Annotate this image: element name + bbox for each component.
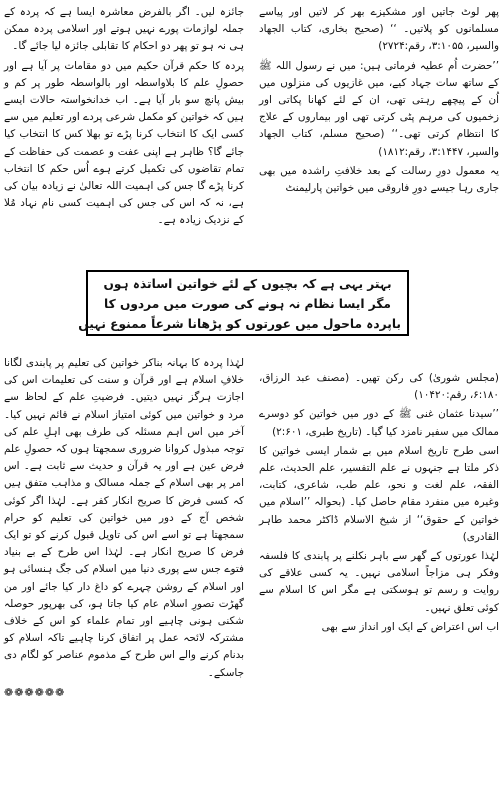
right-column-upper xyxy=(259,4,499,199)
ending-ornament: ❁❁❁❁❁❁ xyxy=(4,685,66,699)
pull-quote-line: باپردہ ماحول میں عورتوں کو پڑھانا شرعاً ممنوع نہیں xyxy=(78,317,401,331)
paragraph: جائزہ لیں۔ اگر بالفرض معاشرہ ایسا ہے کہ پردہ کے جملہ لوازمات پورے نہیں ہوتے اور اسلامی پردہ ممکن ہی نہ ہو تو پھر دو احکام کا تقابلی جائزہ لیا جائے گا۔ xyxy=(4,6,244,53)
paragraph: لہٰذا پردہ کا بہانہ بناکر خواتین کی تعلیم پر پابندی لگانا خلافِ اسلام ہے اور قرآن و سنت کی تعلیمات اس کی اجازت ہرگز نہیں دیتیں۔ فرضیتِ علم کے لحاظ سے مرد و خواتین میں کوئی امتیاز اسلام نے قائم نہیں کیا۔ آخر میں اس اہم مسئلہ کی طرف بھی اہلِ علم کی توجہ مبذول کروانا ضروری سمجھتا ہوں کہ حصولِ علم فرض عین ہے اور یہ قرآن و حدیث سے ثابت ہے۔ اس امر پر بھی اسلام کے جملہ مسالک و مذاہب متفق ہیں کہ کسی فرض کا صریح انکار کفر ہے۔ لہٰذا اگر کوئی شخص آج کے دور میں خواتین کی تعلیم کو حرام سمجھتا ہے تو اسے اس کی تاویل قبول کرنے کو تو ایک فرض کا صریح انکار ہے۔ لہٰذا اس طرح کے بے بنیاد فتوے جس سے پوری دنیا میں اسلام کی جگ ہنسائی ہو اور اسلام کے روشن چہرے کو داغ دار کیا جائے اور من گھڑت تصورِ اسلام عام کیا جاتا ہو، کی بھرپور حوصلہ شکنی ہونی چاہیے اور تمام علماء کو اس کے خلاف مشترکہ لائحہ عمل پر اتفاق کرنا چاہیے تاکہ اسلام کو بدنام کرنے والے اس طرح کے مذموم عناصر کو لگام دی جاسکے۔ xyxy=(4,357,244,679)
pull-quote-line: مگر ایسا نظام نہ ہونے کی صورت میں مردوں کا xyxy=(104,297,391,311)
paragraph: (مجلس شوریٰ) کی رکن تھیں۔ (مصنف عبد الرزاق، ۶:۱۸۰، رقم:۱۰۴۲۰) xyxy=(259,372,499,402)
paragraph: ’’سیدنا عثمان غنی ﷺ کے دور میں خواتین کو دوسرے ممالک میں سفیر نامزد کیا گیا۔ (تاریخ طبری، ۲:۶۰۱) xyxy=(259,408,499,438)
paragraph: لہٰذا عورتوں کے گھر سے باہر نکلنے پر پابندی کا فلسفہ وفکر ہی مزاجاً اسلامی نہیں۔ یہ کسی علاقے کی روایت و رسم تو ہوسکتی ہے مگر اس کا اسلام سے کوئی تعلق نہیں۔ xyxy=(259,550,499,614)
right-column-lower xyxy=(259,370,499,638)
paragraph: اسی طرح تاریخ اسلام میں بے شمار ایسی خواتین کا ذکر ملتا ہے جنہوں نے علم التفسیر، علم الحدیث، علم الفقہ، علم لغت و نحو، علم طب، شاعری، کتابت، وغیرہ میں منفرد مقام حاصل کیا۔ (بحوالہ ’’اسلام میں خواتین کے حقوق‘‘ از شیخ الاسلام ڈاکٹر محمد طاہر القادری) xyxy=(259,444,499,543)
paragraph: پھر لوٹ جاتیں اور مشکیزے بھر کر لاتیں اور پیاسے مسلمانوں کو پلاتیں۔ ‘‘ (صحیح بخاری، کتاب الجهاد والسیر، ۳:۱۰۵۵، رقم:۲۷۲۴) xyxy=(259,6,499,53)
left-column-lower xyxy=(4,355,244,701)
paragraph: پردہ کا حکم قرآن حکیم میں دو مقامات پر آیا ہے اور حصولِ علم کا بلاواسطہ اور بالواسطہ طور پر کم و بیش پانچ سو بار آیا ہے۔ اب خدانخواستہ حالات ایسے ہیں کہ خواتین کو مکمل شرعی پردے اور تعلیم میں سے کسی ایک کا انتخاب کرنا پڑے تو بھلا کس کا انتخاب کیا جائے گا؟ ظاہر ہے اپنی عفت و عصمت کی حفاظت کے تمام تقاضوں کی تکمیل کرتے ہوے اُس حکم کا انتخاب کرنا پڑے گا جس کی اہمیت اللہ تعالیٰ نے زیادہ بیان کی ہے، نہ کہ اس کی جس کی اہمیت کسی نام نہاد مُلا کے نزدیک زیادہ ہے۔ xyxy=(4,59,244,227)
paragraph: یہ معمول دورِ رسالت کے بعد خلافتِ راشدہ میں بھی جاری رہا جیسے دورِ فاروقی میں خواتین پارلیمنٹ xyxy=(259,164,499,195)
pull-quote-line: بہتر یہی ہے کہ بچیوں کے لئے خواتین اساتذہ ہوں xyxy=(103,277,392,291)
paragraph: اب اس اعتراض کے ایک اور انداز سے بھی xyxy=(321,620,499,633)
paragraph: ’’حضرت اُم عطیہ فرماتی ہیں: میں نے رسول اللہ ﷺ کے ساتھ سات جہاد کیے، میں غازیوں کی منزلوں میں اُن کے پیچھے رہتی تھی، ان کے لئے کھانا پکاتی اور زخمیوں کی مرہم پٹی کرتی تھی اور بیماروں کے علاج کا انتظام کرتی تھی۔‘‘ (صحیح مسلم، کتاب الجهاد والسیر، ۳:۱۴۴۷، رقم:۱۸۱۲) xyxy=(259,59,499,158)
pull-quote-box xyxy=(78,270,409,336)
left-column-upper xyxy=(4,4,244,232)
